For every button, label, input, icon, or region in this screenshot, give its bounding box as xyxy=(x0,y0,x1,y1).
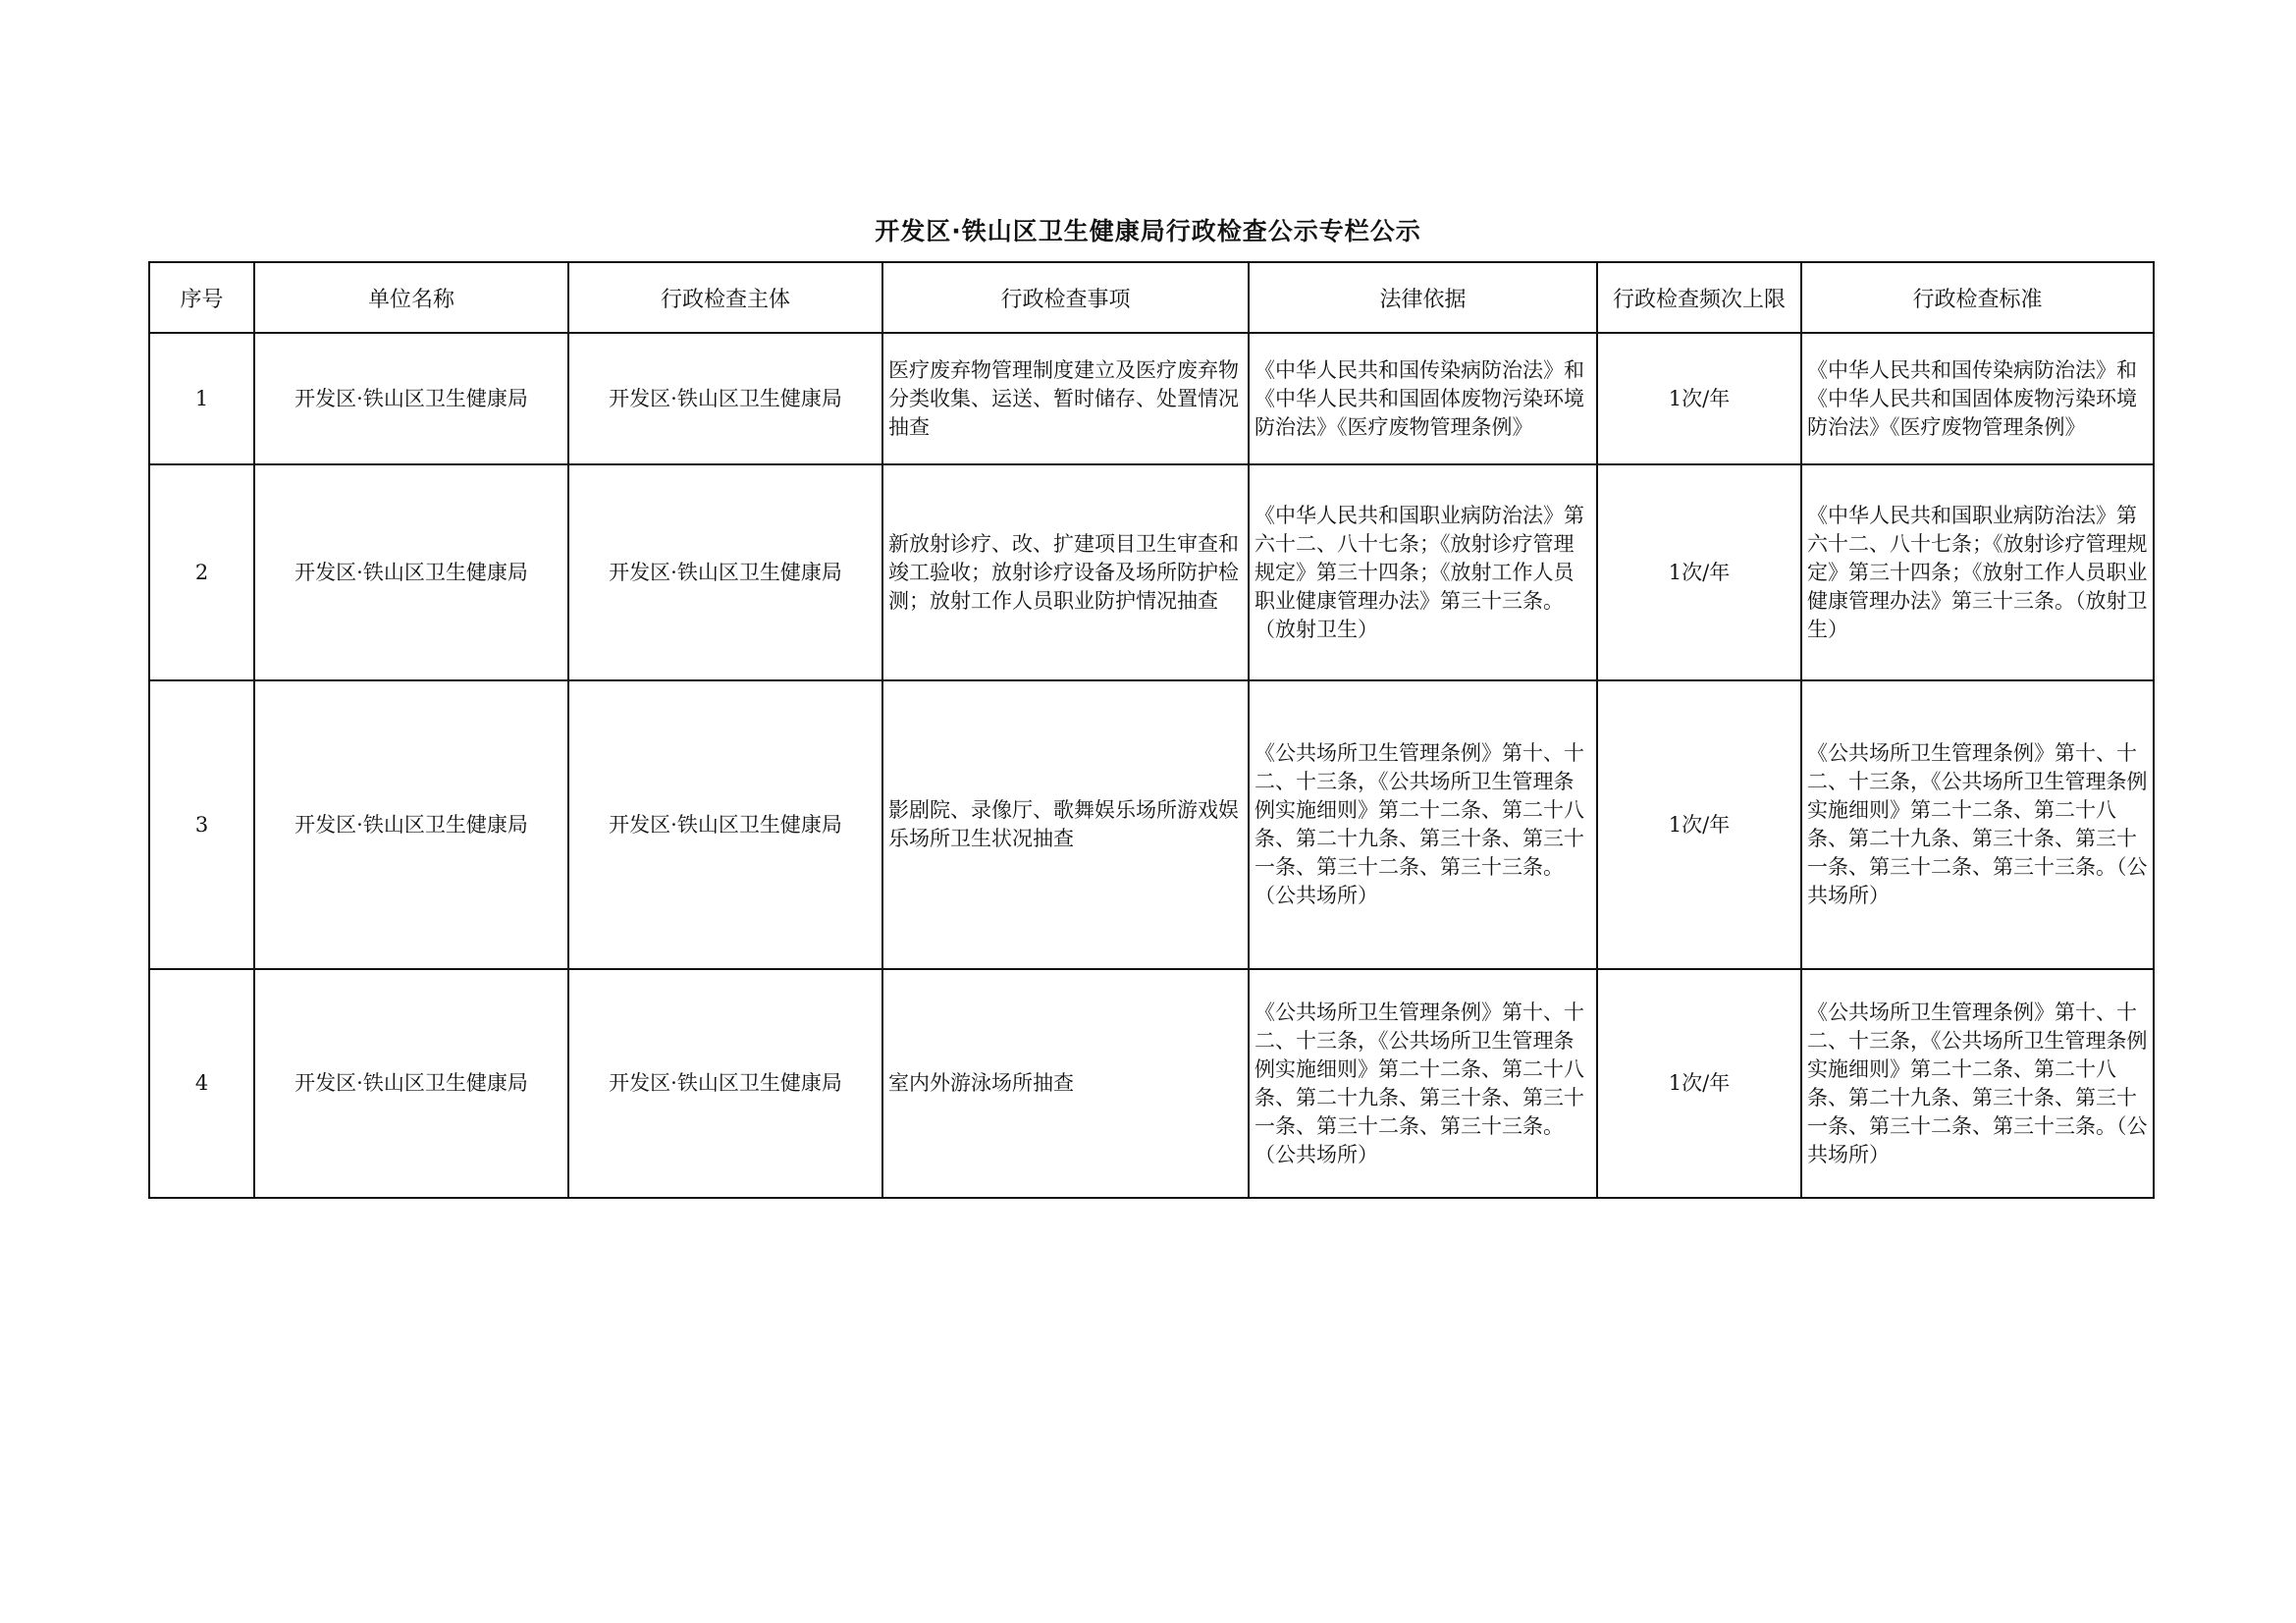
cell-basis xyxy=(1249,464,1597,680)
cell-subject: 开发区·铁山区卫生健康局 xyxy=(568,333,882,464)
cell-standard-text: 《公共场所卫生管理条例》第十、十二、十三条，《公共场所卫生管理条例实施细则》第二十二条、第二十八条、第二十九条、第三十条、第三十一条、第三十二条、第三十三条。（公共场所） xyxy=(1807,1000,2148,1166)
cell-item-text: 室内外游泳场所抽查 xyxy=(888,1071,1074,1095)
cell-standard xyxy=(1801,333,2154,464)
table-row xyxy=(149,333,2154,464)
cell-item-text: 医疗废弃物管理制度建立及医疗废弃物分类收集、运送、暂时储存、处置情况抽查 xyxy=(888,357,1239,439)
header-standard: 行政检查标准 xyxy=(1801,262,2154,333)
cell-frequency: 1次/年 xyxy=(1597,680,1801,969)
cell-item xyxy=(882,969,1249,1198)
cell-item-text: 新放射诊疗、改、扩建项目卫生审查和竣工验收；放射诊疗设备及场所防护检测；放射工作人员职业防护情况抽查 xyxy=(888,531,1239,613)
cell-no: 4 xyxy=(149,969,254,1198)
cell-standard-text: 《中华人民共和国传染病防治法》和《中华人民共和国固体废物污染环境防治法》《医疗废物管理条例》 xyxy=(1807,357,2137,439)
page-title: 开发区·铁山区卫生健康局行政检查公示专栏公示 xyxy=(875,217,1421,245)
cell-subject: 开发区·铁山区卫生健康局 xyxy=(568,680,882,969)
cell-subject: 开发区·铁山区卫生健康局 xyxy=(568,969,882,1198)
cell-basis-text: 《公共场所卫生管理条例》第十、十二、十三条，《公共场所卫生管理条例实施细则》第二十二条、第二十八条、第二十九条、第三十条、第三十一条、第三十二条、第三十三条。（公共场所） xyxy=(1255,1000,1584,1166)
cell-unit: 开发区·铁山区卫生健康局 xyxy=(254,680,568,969)
cell-item xyxy=(882,680,1249,969)
cell-item-text: 影剧院、录像厅、歌舞娱乐场所游戏娱乐场所卫生状况抽查 xyxy=(888,798,1239,850)
header-no: 序号 xyxy=(149,262,254,333)
cell-no: 3 xyxy=(149,680,254,969)
header-item: 行政检查事项 xyxy=(882,262,1249,333)
cell-basis-text: 《中华人民共和国传染病防治法》和《中华人民共和国固体废物污染环境防治法》《医疗废物管理条例》 xyxy=(1255,357,1584,439)
cell-unit: 开发区·铁山区卫生健康局 xyxy=(254,333,568,464)
table-header-row xyxy=(149,262,2154,333)
cell-standard-text: 《公共场所卫生管理条例》第十、十二、十三条，《公共场所卫生管理条例实施细则》第二十二条、第二十八条、第二十九条、第三十条、第三十一条、第三十二条、第三十三条。（公共场所） xyxy=(1807,741,2148,907)
cell-standard xyxy=(1801,464,2154,680)
cell-unit: 开发区·铁山区卫生健康局 xyxy=(254,969,568,1198)
cell-standard xyxy=(1801,680,2154,969)
cell-subject: 开发区·铁山区卫生健康局 xyxy=(568,464,882,680)
cell-item xyxy=(882,333,1249,464)
cell-frequency: 1次/年 xyxy=(1597,464,1801,680)
cell-frequency: 1次/年 xyxy=(1597,969,1801,1198)
header-subject: 行政检查主体 xyxy=(568,262,882,333)
table-row xyxy=(149,464,2154,680)
cell-frequency: 1次/年 xyxy=(1597,333,1801,464)
cell-no: 2 xyxy=(149,464,254,680)
cell-basis xyxy=(1249,333,1597,464)
cell-standard xyxy=(1801,969,2154,1198)
header-unit: 单位名称 xyxy=(254,262,568,333)
cell-basis xyxy=(1249,680,1597,969)
cell-basis xyxy=(1249,969,1597,1198)
table-row xyxy=(149,680,2154,969)
header-basis: 法律依据 xyxy=(1249,262,1597,333)
table-row xyxy=(149,969,2154,1198)
cell-basis-text: 《公共场所卫生管理条例》第十、十二、十三条，《公共场所卫生管理条例实施细则》第二十二条、第二十八条、第二十九条、第三十条、第三十一条、第三十二条、第三十三条。（公共场所） xyxy=(1255,741,1584,907)
cell-basis-text: 《中华人民共和国职业病防治法》第六十二、八十七条；《放射诊疗管理规定》第三十四条；《放射工作人员职业健康管理办法》第三十三条。（放射卫生） xyxy=(1255,503,1584,641)
cell-no: 1 xyxy=(149,333,254,464)
header-frequency: 行政检查频次上限 xyxy=(1597,262,1801,333)
cell-unit: 开发区·铁山区卫生健康局 xyxy=(254,464,568,680)
inspection-table xyxy=(148,261,2155,1199)
cell-standard-text: 《中华人民共和国职业病防治法》第六十二、八十七条；《放射诊疗管理规定》第三十四条；《放射工作人员职业健康管理办法》第三十三条。（放射卫生） xyxy=(1807,503,2148,641)
cell-item xyxy=(882,464,1249,680)
